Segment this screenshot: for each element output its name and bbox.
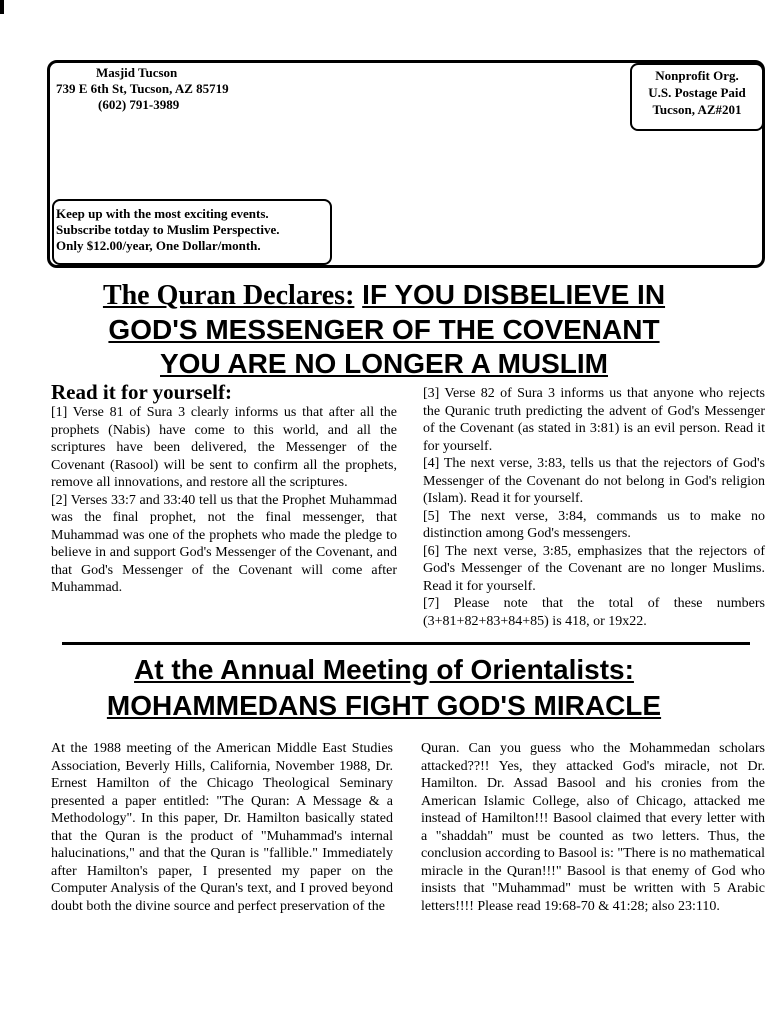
headline-line1-rest: IF YOU DISBELIEVE IN	[362, 279, 666, 310]
article1-paragraph: [6] The next verse, 3:85, emphasizes that the rejectors of God's Messenger of the Covenant are no longer Muslims. Read it for yourself.	[423, 543, 765, 594]
article1-paragraph: [3] Verse 82 of Sura 3 informs us that anyone who rejects the Quranic truth predicting the advent of God's Messenger of the Covenant (as stated in 3:81) is an evil person. Read it for yourself.	[423, 386, 765, 454]
article1-paragraph: [2] Verses 33:7 and 33:40 tell us that the Prophet Muhammad was the final prophet, not the final messenger, that Muhammad was one of the prophets who made the pledge to believe in and support God's Messenger of the Covenant, and that God's Messenger of the Covenant will come after Muhammad.	[51, 492, 397, 595]
headline-orientalists	[0, 652, 768, 724]
return-address-street: 739 E 6th St, Tucson, AZ 85719	[56, 81, 229, 96]
scan-corner-mark	[0, 0, 4, 14]
subscribe-box	[52, 199, 332, 265]
return-address	[56, 65, 229, 113]
mailing-panel	[47, 60, 765, 268]
article2-paragraph: At the 1988 meeting of the American Middle East Studies Association, Beverly Hills, California, November 1988, Dr. Ernest Hamilton of the Chicago Theological Seminary presented a paper entitled: "The Quran: A Message & a Methodology". In this paper, Dr. Hamilton basically stated that the Quran is the product of "Muhammad's internal halucinations," and that the Quran is "fallible." Immediately after Hamilton's paper, I presented my paper on the Computer Analysis of the Quran's text, and I proved beyond doubt both the divine source and perfect preservation of the	[51, 741, 393, 914]
postage-line: Nonprofit Org.	[655, 68, 739, 83]
postage-line: U.S. Postage Paid	[648, 85, 746, 100]
article1-left-column	[51, 380, 397, 597]
postage-line: Tucson, AZ#201	[652, 102, 742, 117]
article1-paragraph: [7] Please note that the total of these numbers (3+81+82+83+84+85) is 418, or 19x22.	[423, 596, 765, 629]
headline-lead: The Quran Declares:	[102, 280, 355, 311]
subscribe-line: Keep up with the most exciting events.	[56, 206, 269, 221]
article2-right-column	[421, 740, 765, 915]
article1-paragraph: [4] The next verse, 3:83, tells us that the rejectors of God's Messenger of the Covenant do not belong in God's religion (Islam). Read it for yourself.	[423, 456, 765, 506]
headline2-line1: At the Annual Meeting of Orientalists:	[134, 654, 634, 685]
headline2-line2: MOHAMMEDANS FIGHT GOD'S MIRACLE	[106, 690, 662, 721]
article2-paragraph: Quran. Can you guess who the Mohammedan scholars attacked??!! Yes, they attacked God's miracle, not Dr. Hamilton. Dr. Assad Basool and his cronies from the American Islamic College, also of Chicago, attacked me instead of Hamilton!!! Basool claimed that every letter with a "shaddah" must be counted as two letters. Thus, the conclusion according to Basool is: "There is no mathematical miracle in the Quran!!!" Basool is that enemy of God who insists that "Muhammad" must be written with 5 Arabic letters!!!! Please read 19:68-70 & 41:28; also 23:110.	[421, 741, 765, 914]
headline-quran-declares	[0, 278, 768, 381]
subscribe-line: Only $12.00/year, One Dollar/month.	[56, 238, 261, 253]
article1-subhead: Read it for yourself:	[51, 380, 232, 404]
return-address-phone: (602) 791-3989	[98, 97, 180, 112]
headline-line3: YOU ARE NO LONGER A MUSLIM	[160, 348, 608, 379]
section-divider	[62, 642, 750, 645]
return-address-name: Masjid Tucson	[96, 65, 178, 80]
postage-indicia	[630, 63, 764, 131]
subscribe-line: Subscribe totday to Muslim Perspective.	[56, 222, 280, 237]
article1-paragraph: [5] The next verse, 3:84, commands us to make no distinction among God's messengers.	[423, 508, 765, 541]
article2-left-column	[51, 740, 393, 915]
headline-line2: GOD'S MESSENGER OF THE COVENANT	[108, 314, 660, 345]
article1-right-column	[423, 385, 765, 630]
article1-paragraph: [1] Verse 81 of Sura 3 clearly informs us that after all the prophets (Nabis) have come to this world, and all the scriptures have been delivered, the Messenger of the Covenant (Rasool) will be sent to confirm all the prophets, remove all innovations, and restore all the scriptures.	[51, 405, 397, 490]
